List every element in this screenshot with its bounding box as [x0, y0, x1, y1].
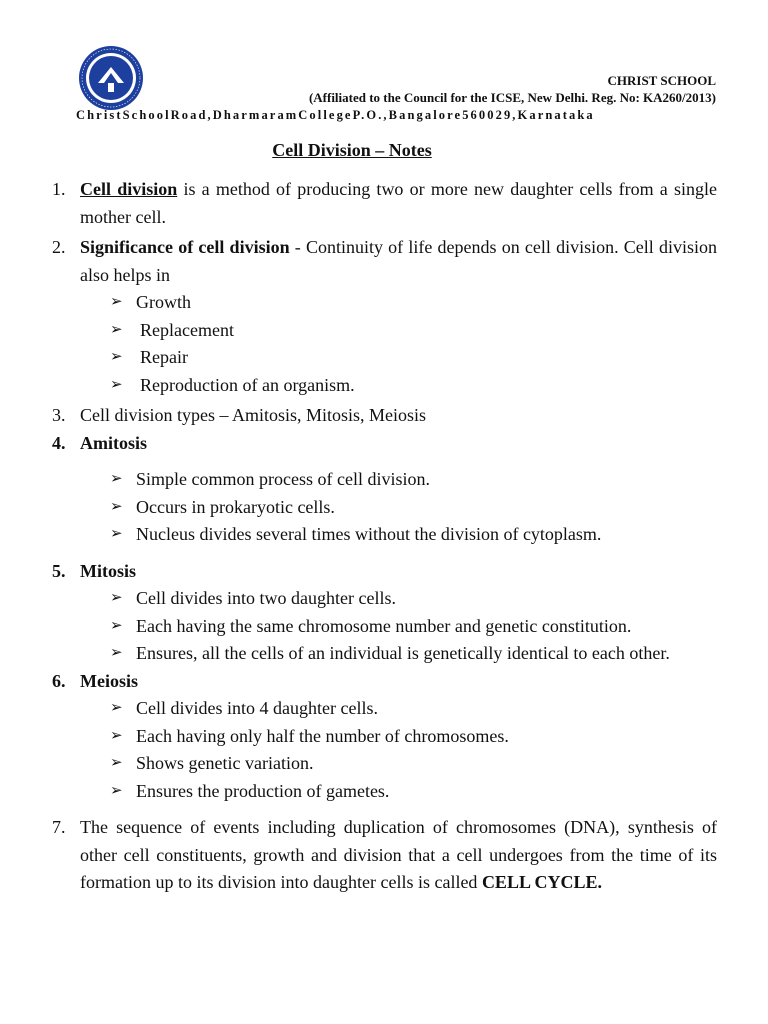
section-heading-meiosis [52, 668, 717, 696]
affiliation-text: (Affiliated to the Council for the ICSE, New Delhi. Reg. No: KA260/2013) [308, 90, 716, 105]
item-number: 2. [52, 237, 66, 257]
bullet-item: ➢ Replacement [110, 317, 717, 345]
heading-text: Mitosis [80, 560, 136, 581]
arrow-bullet-icon: ➢ [110, 526, 123, 542]
school-address: ChristSchoolRoad,DharmaramCollegeP.O.,Bangalore560029,Karnataka [76, 108, 595, 122]
bullet-item: ➢ Nucleus divides several times without the division of cytoplasm. [110, 521, 717, 549]
item-text: Cell division types – Amitosis, Mitosis, Meiosis [80, 405, 427, 425]
bullet-item: ➢ Repair [110, 344, 717, 372]
bullet-list-amitosis [52, 466, 717, 549]
item-text: is a method of producing two or more new daughter cells from a single mother cell. [80, 179, 717, 227]
bullet-item: ➢ Ensures the production of gametes. [110, 778, 717, 806]
bullet-item: ➢ Each having only half the number of chromosomes. [110, 723, 717, 751]
arrow-bullet-icon: ➢ [110, 349, 123, 365]
list-item-1 [52, 176, 717, 231]
term-cell-cycle: CELL CYCLE. [481, 872, 602, 892]
bullet-item: ➢ Cell divides into two daughter cells. [110, 585, 717, 613]
term-significance: Significance of cell division [80, 237, 290, 257]
arrow-bullet-icon: ➢ [110, 782, 123, 799]
term-cell-division: Cell division [80, 179, 178, 199]
arrow-bullet-icon: ➢ [110, 645, 123, 661]
arrow-bullet-icon: ➢ [110, 700, 123, 716]
bullet-item: ➢ Ensures, all the cells of an individual is genetically identical to each other. [110, 640, 717, 668]
page-title: Cell Division – Notes [272, 140, 432, 160]
heading-text: Meiosis [80, 670, 138, 691]
arrow-bullet-icon: ➢ [110, 294, 123, 310]
item-number: 5. [52, 560, 66, 581]
arrow-bullet-icon: ➢ [110, 376, 123, 393]
list-item-7 [52, 814, 717, 897]
bullet-item: ➢ Growth [110, 289, 717, 317]
list-item-2 [52, 234, 717, 289]
heading-text: Amitosis [80, 432, 147, 453]
bullet-item: ➢ Shows genetic variation. [110, 750, 717, 778]
arrow-bullet-icon: ➢ [110, 471, 123, 487]
arrow-bullet-icon: ➢ [110, 590, 123, 606]
item-number: 6. [52, 670, 66, 691]
list-item-3 [52, 402, 717, 430]
arrow-bullet-icon: ➢ [110, 617, 123, 634]
school-header [309, 72, 716, 106]
bullet-item: ➢ Simple common process of cell division. [110, 466, 717, 494]
bullet-list-mitosis [52, 585, 717, 668]
school-name: CHRIST SCHOOL [607, 73, 716, 88]
notes-content [52, 176, 717, 897]
school-logo [78, 45, 144, 111]
section-heading-amitosis [52, 430, 717, 458]
bullet-item: ➢ Cell divides into 4 daughter cells. [110, 695, 717, 723]
item-number: 4. [52, 432, 66, 453]
item-number: 7. [52, 817, 66, 837]
bullet-item: ➢ Each having the same chromosome number and genetic constitution. [110, 613, 717, 641]
arrow-bullet-icon: ➢ [110, 755, 123, 771]
bullet-item: ➢ Reproduction of an organism. [110, 372, 717, 400]
arrow-bullet-icon: ➢ [110, 321, 123, 338]
item-text: The sequence of events including duplication of chromosomes (DNA), synthesis of other cell constituents, growth and division that a cell undergoes from the time of its formation up to its division into daughter cells is called [80, 817, 717, 892]
bullet-item: ➢ Occurs in prokaryotic cells. [110, 494, 717, 522]
item-number: 3. [52, 405, 66, 425]
item-number: 1. [52, 179, 66, 199]
arrow-bullet-icon: ➢ [110, 498, 123, 515]
bullet-list-significance [52, 289, 717, 399]
arrow-bullet-icon: ➢ [110, 727, 123, 744]
item-text: - Continuity of life depends on cell division. Cell division also helps in [80, 237, 717, 285]
section-heading-mitosis [52, 558, 717, 586]
bullet-list-meiosis [52, 695, 717, 805]
